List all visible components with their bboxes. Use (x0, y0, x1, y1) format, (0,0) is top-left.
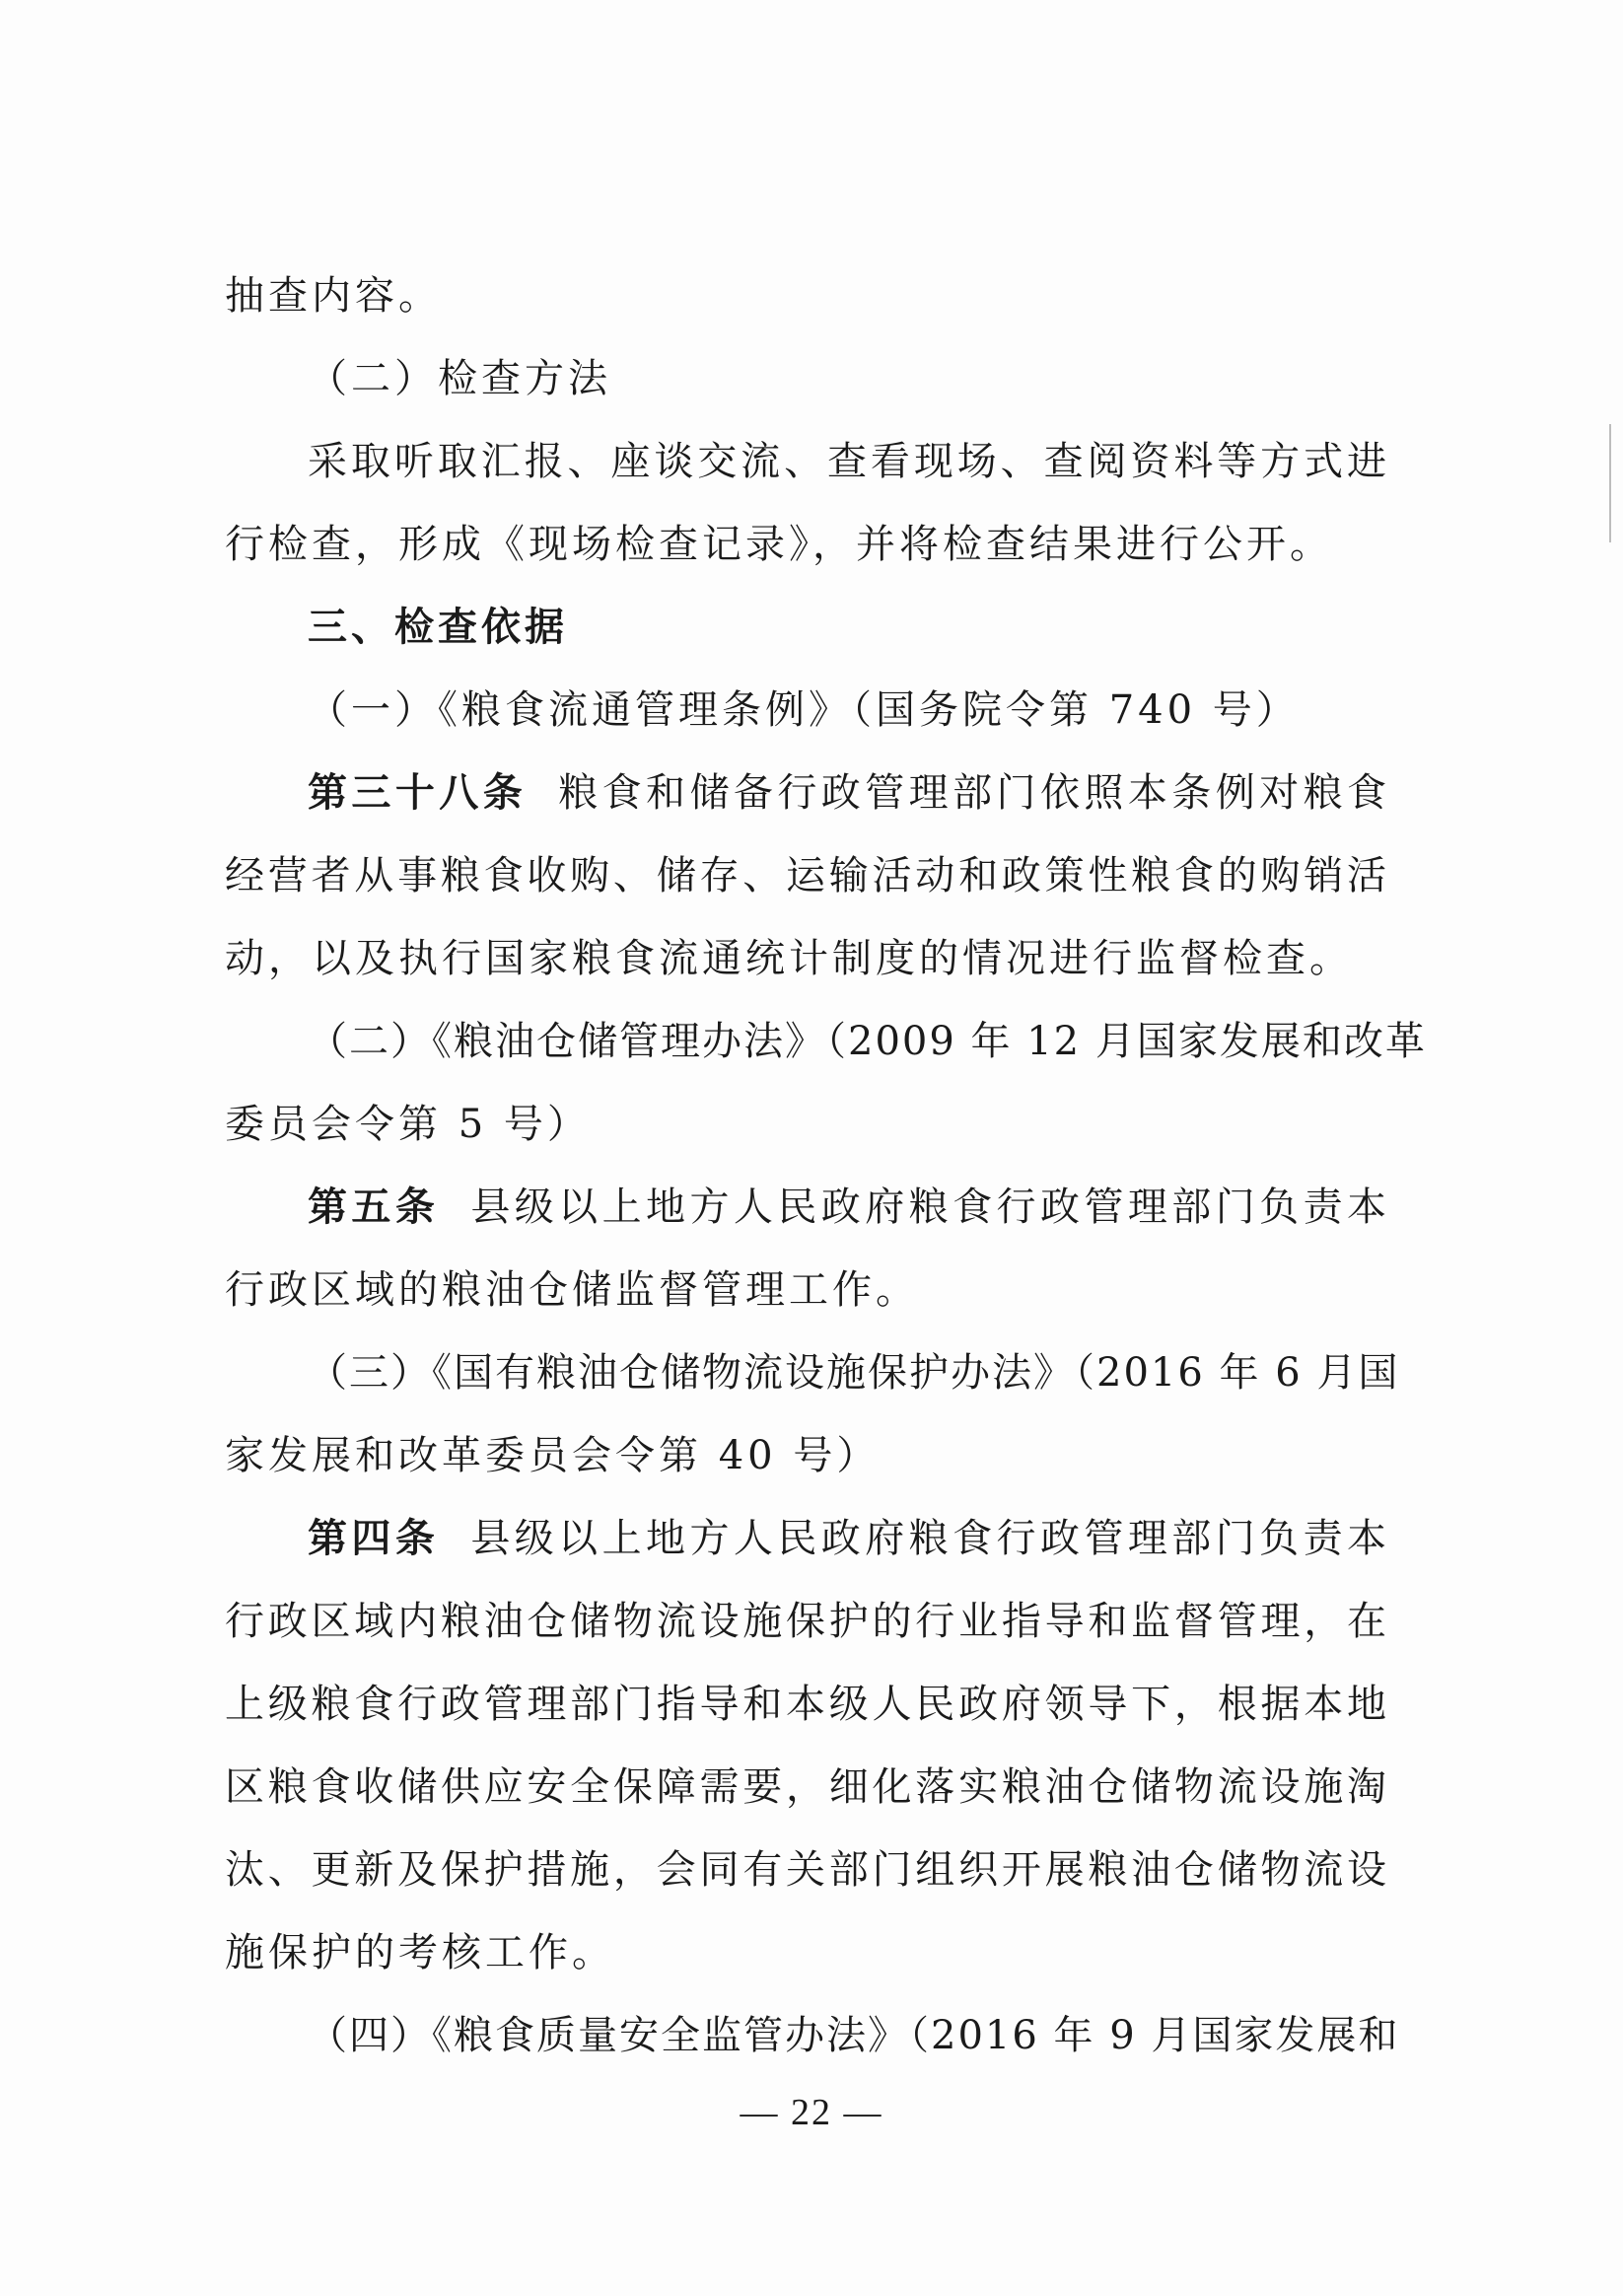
text-line: 行政区域的粮油仓储监督管理工作。 (225, 1267, 919, 1313)
article-label: 第三十八条 (308, 770, 528, 816)
article-label: 第五条 (308, 1184, 440, 1230)
text-line: 区粮食收储供应安全保障需要，细化落实粮油仓储物流设施淘 (225, 1764, 1388, 1810)
regulation-title: 家发展和改革委员会令第 40 号） (225, 1433, 881, 1478)
regulation-title: （四）《粮食质量安全监管办法》（2016 年 9 月国家发展和 (308, 2013, 1400, 2058)
text-line: 抽查内容。 (225, 273, 442, 319)
text-line: 施保护的考核工作。 (225, 1930, 615, 1975)
scan-edge-mark (1609, 424, 1611, 542)
text-line: 行检查，形成《现场检查记录》，并将检查结果进行公开。 (225, 522, 1333, 567)
document-body (225, 254, 1427, 2077)
article-text: 县级以上地方人民政府粮食行政管理部门负责本 (470, 1516, 1389, 1561)
text-line: 采取听取汇报、座谈交流、查看现场、查阅资料等方式进 (308, 439, 1388, 484)
text-line (225, 1166, 1388, 1249)
section-subheading: （二）检查方法 (308, 356, 611, 401)
text-line: 经营者从事粮食收购、储存、运输活动和政策性粮食的购销活 (225, 853, 1388, 898)
text-line: 汰、更新及保护措施，会同有关部门组织开展粮油仓储物流设 (225, 1847, 1388, 1893)
article-text: 粮食和储备行政管理部门依照本条例对粮食 (558, 770, 1389, 816)
regulation-title: （二）《粮油仓储管理办法》（2009 年 12 月国家发展和改革 (308, 1019, 1427, 1064)
regulation-title: 委员会令第 5 号） (225, 1102, 591, 1147)
text-line (225, 752, 1388, 834)
article-text: 县级以上地方人民政府粮食行政管理部门负责本 (470, 1184, 1389, 1230)
text-line: 动，以及执行国家粮食流通统计制度的情况进行监督检查。 (225, 936, 1353, 981)
regulation-title: （三）《国有粮油仓储物流设施保护办法》（2016 年 6 月国 (308, 1350, 1400, 1396)
article-label: 第四条 (308, 1516, 440, 1561)
section-heading: 三、检查依据 (308, 605, 568, 650)
text-line: 上级粮食行政管理部门指导和本级人民政府领导下，根据本地 (225, 1682, 1388, 1727)
page-number: — 22 — (740, 2092, 883, 2133)
regulation-title: （一）《粮食流通管理条例》（国务院令第 740 号） (308, 687, 1300, 733)
text-line: 行政区域内粮油仓储物流设施保护的行业指导和监督管理，在 (225, 1599, 1388, 1644)
text-line (225, 1497, 1388, 1580)
